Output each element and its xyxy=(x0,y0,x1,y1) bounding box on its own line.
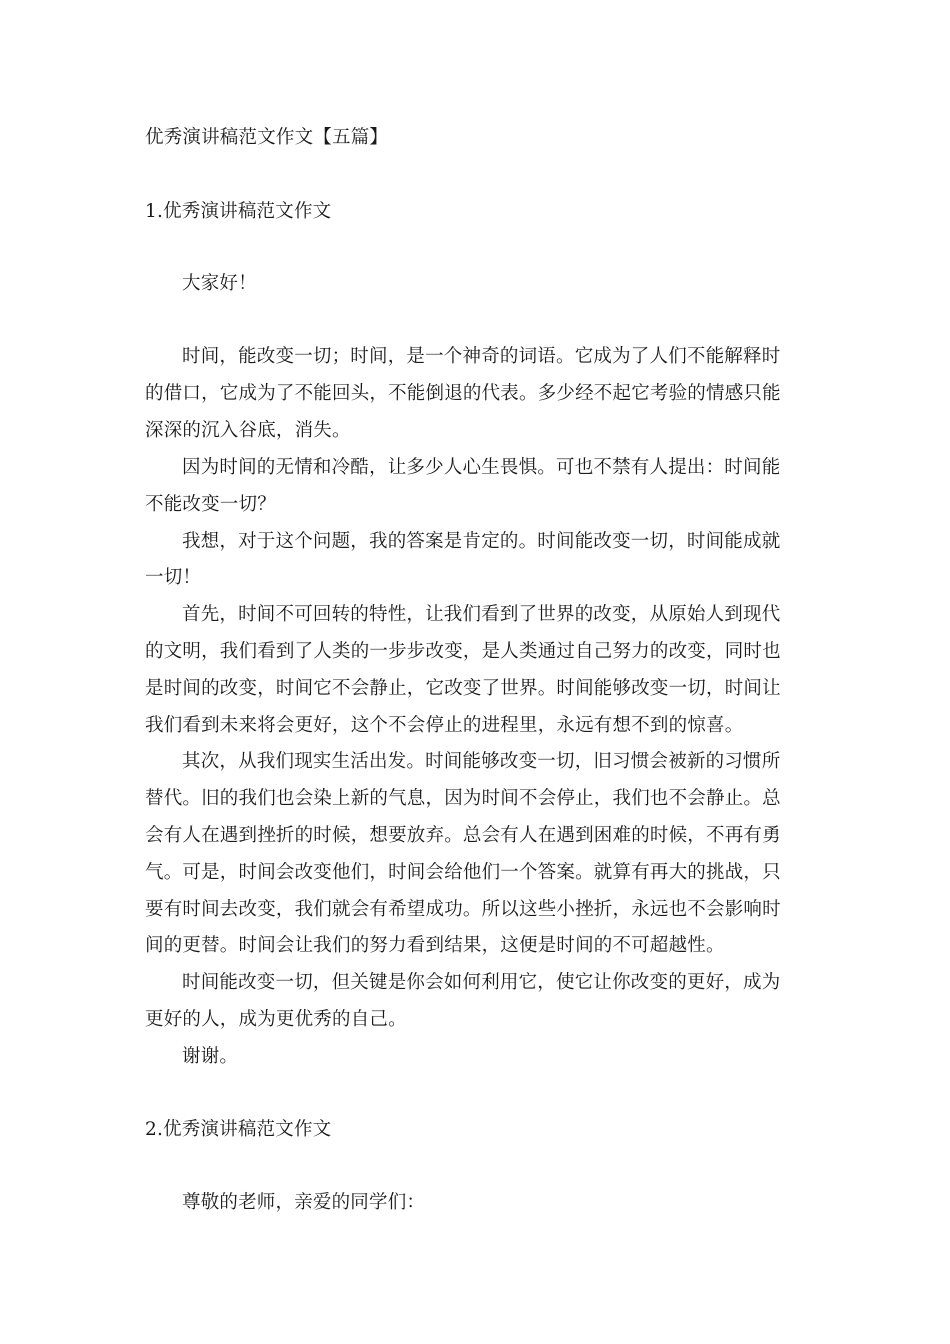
paragraph-2-line-2: 不能改变一切？ xyxy=(145,494,276,515)
document-title: 优秀演讲稿范文作文【五篇】 xyxy=(145,127,389,148)
paragraph-3-line-1: 我想，对于这个问题，我的答案是肯定的。时间能改变一切，时间能成就 xyxy=(182,531,781,552)
section-1-closing: 谢谢。 xyxy=(182,1046,239,1067)
paragraph-1-line-2: 的借口，它成为了不能回头，不能倒退的代表。多少经不起它考验的情感只能 xyxy=(145,383,781,404)
paragraph-5-line-4: 气。可是，时间会改变他们，时间会给他们一个答案。就算有再大的挑战，只 xyxy=(145,862,781,883)
paragraph-2-line-1: 因为时间的无情和冷酷，让多少人心生畏惧。可也不禁有人提出：时间能 xyxy=(182,457,781,478)
paragraph-1-line-1: 时间，能改变一切；时间，是一个神奇的词语。它成为了人们不能解释时 xyxy=(182,346,781,367)
paragraph-4-line-1: 首先，时间不可回转的特性，让我们看到了世界的改变，从原始人到现代 xyxy=(182,604,781,625)
paragraph-5-line-6: 间的更替。时间会让我们的努力看到结果，这便是时间的不可超越性。 xyxy=(145,935,725,956)
section-2-greeting: 尊敬的老师，亲爱的同学们： xyxy=(182,1192,426,1213)
paragraph-6-line-1: 时间能改变一切，但关键是你会如何利用它，使它让你改变的更好，成为 xyxy=(182,972,781,993)
paragraph-5-line-2: 替代。旧的我们也会染上新的气息，因为时间不会停止，我们也不会静止。总 xyxy=(145,788,781,809)
section-1-greeting: 大家好！ xyxy=(182,273,257,294)
paragraph-6-line-2: 更好的人，成为更优秀的自己。 xyxy=(145,1009,407,1030)
paragraph-4-line-2: 的文明，我们看到了人类的一步步改变，是人类通过自己努力的改变，同时也 xyxy=(145,641,781,662)
section-1-heading: 1.优秀演讲稿范文作文 xyxy=(145,201,332,222)
paragraph-4-line-3: 是时间的改变，时间它不会静止，它改变了世界。时间能够改变一切，时间让 xyxy=(145,678,781,699)
paragraph-5-line-3: 会有人在遇到挫折的时候，想要放弃。总会有人在遇到困难的时候，不再有勇 xyxy=(145,825,781,846)
section-2-heading: 2.优秀演讲稿范文作文 xyxy=(145,1119,332,1140)
paragraph-3-line-2: 一切！ xyxy=(145,567,202,588)
paragraph-5-line-5: 要有时间去改变，我们就会有希望成功。所以这些小挫折，永远也不会影响时 xyxy=(145,899,781,920)
paragraph-4-line-4: 我们看到未来将会更好，这个不会停止的进程里，永远有想不到的惊喜。 xyxy=(145,715,744,736)
paragraph-1-line-3: 深深的沉入谷底，消失。 xyxy=(145,420,351,441)
paragraph-5-line-1: 其次，从我们现实生活出发。时间能够改变一切，旧习惯会被新的习惯所 xyxy=(182,751,781,772)
